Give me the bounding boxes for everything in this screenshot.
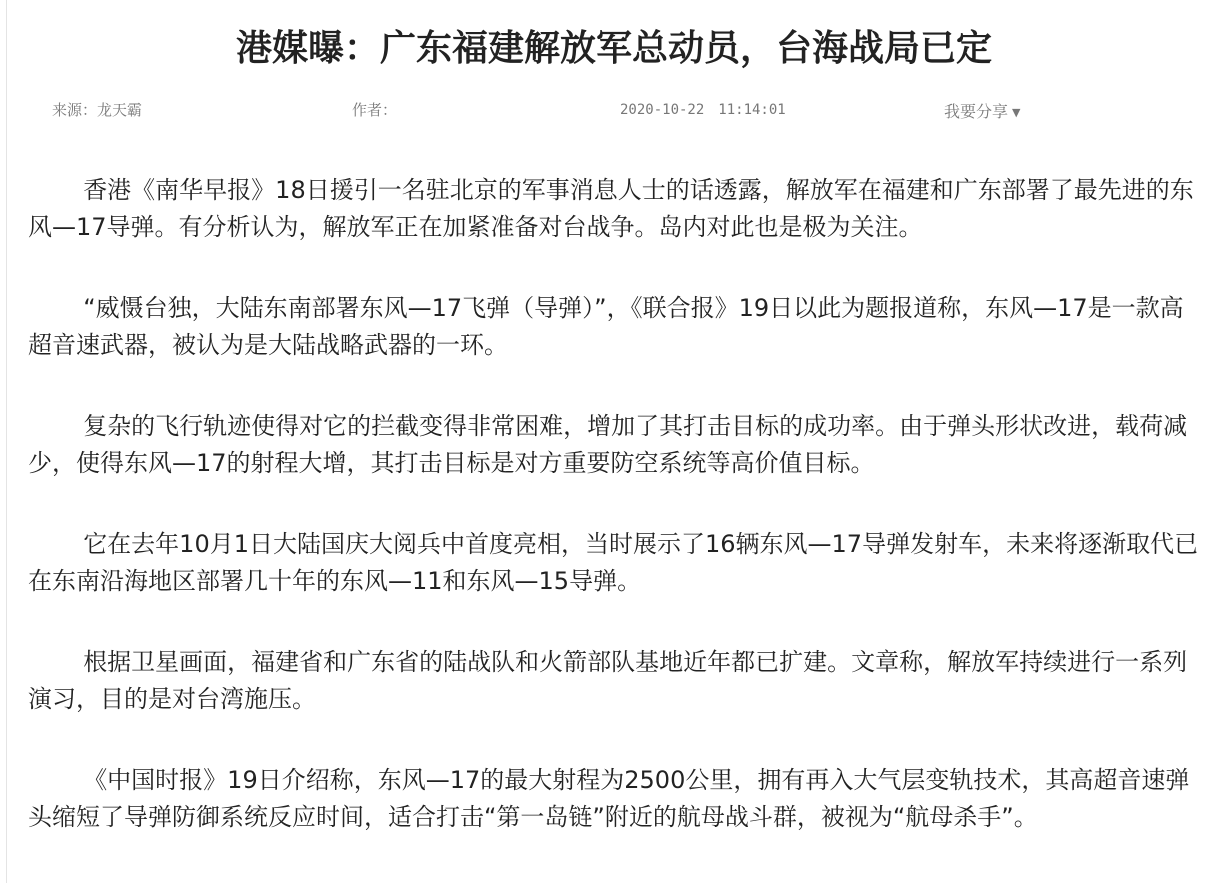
article-paragraph: 复杂的飞行轨迹使得对它的拦截变得非常困难，增加了其打击目标的成功率。由于弹头形状改进，载荷减少，使得东风—17的射程大增，其打击目标是对方重要防空系统等高价值目标。 bbox=[28, 412, 1188, 477]
article-paragraph: 香港《南华早报》18日援引一名驻北京的军事消息人士的话透露，解放军在福建和广东部署了最先进的东风—17导弹。有分析认为，解放军正在加紧准备对台战争。岛内对此也是极为关注。 bbox=[28, 176, 1194, 241]
article-title: 港媒曝：广东福建解放军总动员，台海战局已定 bbox=[235, 28, 992, 69]
article-date: 2020-10-22 11:14:01 bbox=[620, 102, 786, 118]
article-paragraph: “威慑台独，大陆东南部署东风—17飞弹（导弹）”，《联合报》19日以此为题报道称，东风—17是一款高超音速武器，被认为是大陆战略武器的一环。 bbox=[28, 294, 1184, 359]
page-border bbox=[6, 0, 7, 883]
article-paragraph: 根据卫星画面，福建省和广东省的陆战队和火箭部队基地近年都已扩建。文章称，解放军持续进行一系列演习，目的是对台湾施压。 bbox=[28, 648, 1188, 713]
share-label: 我要分享 bbox=[944, 102, 1009, 121]
share-button[interactable] bbox=[944, 99, 1020, 125]
article-source: 来源：龙天霸 bbox=[52, 101, 143, 119]
article-author: 作者： bbox=[352, 101, 398, 119]
caret-down-icon: ▼ bbox=[1012, 105, 1021, 119]
article-paragraph: 它在去年10月1日大陆国庆大阅兵中首度亮相，当时展示了16辆东风—17导弹发射车，未来将逐渐取代已在东南沿海地区部署几十年的东风—11和东风—15导弹。 bbox=[28, 530, 1199, 595]
article-paragraph: 《中国时报》19日介绍称，东风—17的最大射程为2500公里，拥有再入大气层变轨技术，其高超音速弹头缩短了导弹防御系统反应时间，适合打击“第一岛链”附近的航母战斗群，被视为“航母杀手”。 bbox=[28, 766, 1190, 831]
article-body bbox=[28, 172, 1200, 880]
